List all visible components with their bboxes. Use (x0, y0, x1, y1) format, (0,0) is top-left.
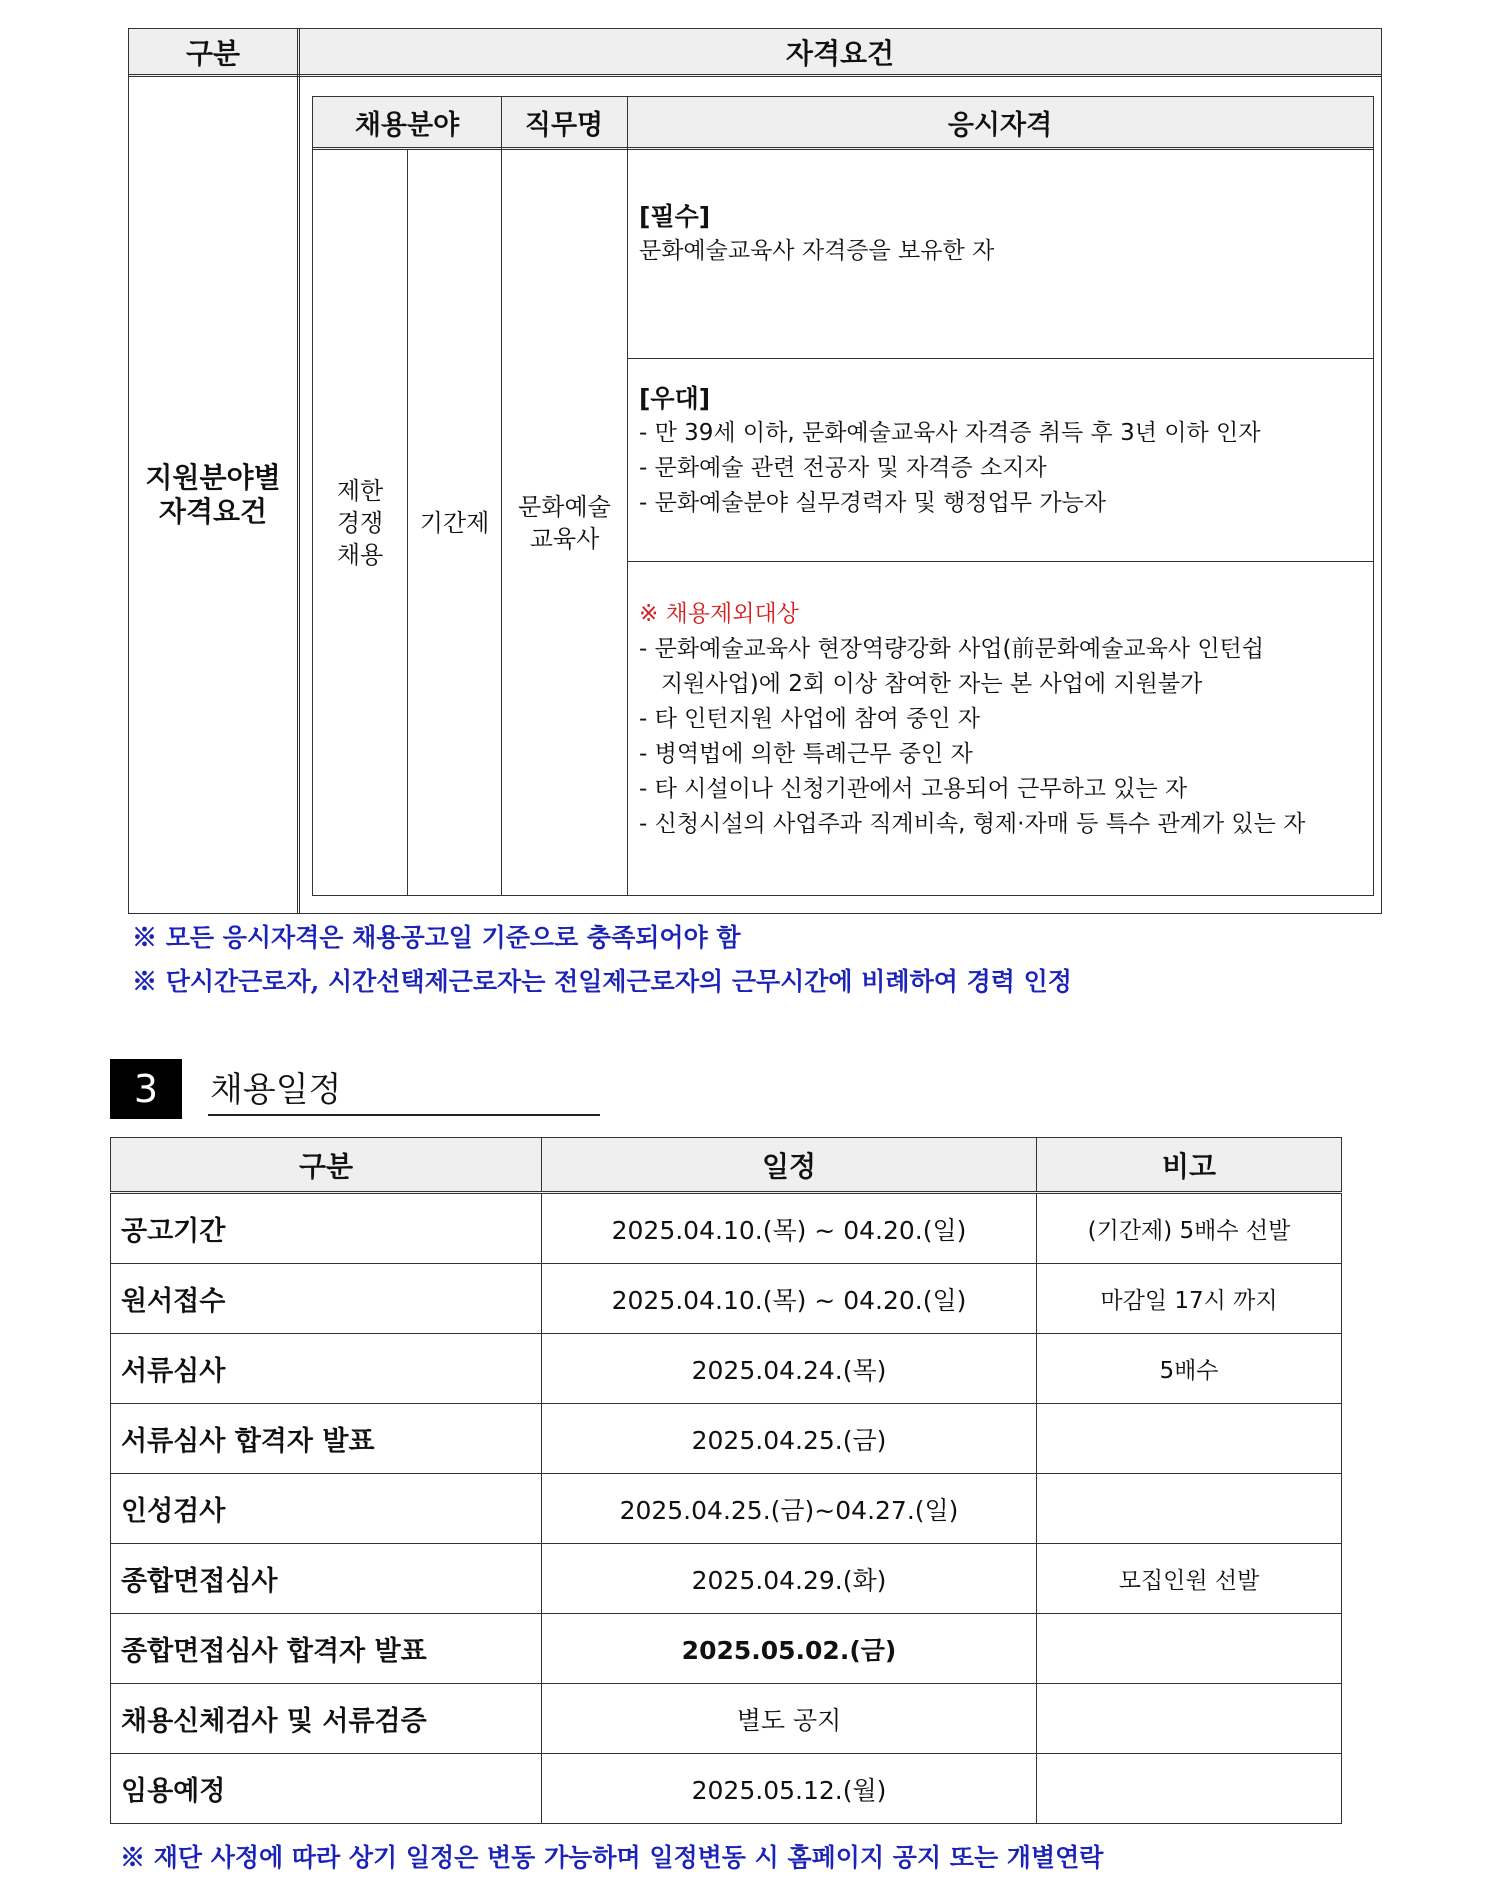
excluded-title: ※ 채용제외대상 (639, 601, 799, 627)
preferred-line: - 문화예술 관련 전공자 및 자격증 소지자 (639, 455, 1047, 481)
required-title: [필수] (639, 202, 711, 231)
schedule-stage: 원서접수 (111, 1264, 542, 1334)
header-date: 일정 (542, 1138, 1037, 1193)
schedule-date: 2025.05.02.(금) (542, 1614, 1037, 1684)
schedule-stage: 종합면접심사 합격자 발표 (111, 1614, 542, 1684)
schedule-note (1037, 1614, 1342, 1684)
column-divider (627, 97, 628, 895)
job-name: 문화예술 교육사 (518, 492, 611, 553)
preferred-line: - 문화예술분야 실무경력자 및 행정업무 가능자 (639, 490, 1106, 516)
schedule-stage: 공고기간 (111, 1193, 542, 1264)
section-number-badge: 3 (110, 1059, 182, 1119)
schedule-row (111, 1544, 1342, 1614)
schedule-stage: 서류심사 합격자 발표 (111, 1404, 542, 1474)
header-note: 비고 (1037, 1138, 1342, 1193)
excluded-line: 지원사업)에 2회 이상 참여한 자는 본 사업에 지원불가 (639, 671, 1203, 697)
header-field: 채용분야 (354, 109, 460, 141)
schedule-stage: 임용예정 (111, 1754, 542, 1824)
required-line: 문화예술교육사 자격증을 보유한 자 (639, 238, 995, 264)
schedule-note: 마감일 17시 까지 (1037, 1264, 1342, 1334)
excluded-block (639, 597, 1369, 842)
schedule-table (110, 1137, 1342, 1824)
row-label-qualifications: 지원분야별 자격요건 (145, 461, 281, 528)
schedule-date: 2025.04.29.(화) (542, 1544, 1037, 1614)
note-part-time-experience: ※ 단시간근로자, 시간선택제근로자는 전일제근로자의 근무시간에 비례하여 경력 인정 (132, 967, 1072, 996)
schedule-note (1037, 1754, 1342, 1824)
excluded-line: - 병역법에 의한 특례근무 중인 자 (639, 741, 973, 767)
excluded-line: - 신청시설의 사업주과 직계비속, 형제·자매 등 특수 관계가 있는 자 (639, 811, 1306, 837)
schedule-date: 2025.04.10.(목) ~ 04.20.(일) (542, 1193, 1037, 1264)
schedule-date: 2025.04.25.(금)~04.27.(일) (542, 1474, 1037, 1544)
excluded-line: - 문화예술교육사 현장역량강화 사업(前문화예술교육사 인턴쉽 (639, 636, 1264, 662)
schedule-row (111, 1614, 1342, 1684)
schedule-note: 모집인원 선발 (1037, 1544, 1342, 1614)
qualification-header-row (129, 29, 1381, 77)
schedule-date: 2025.04.24.(목) (542, 1334, 1037, 1404)
preferred-title: [우대] (639, 384, 711, 413)
schedule-row (111, 1334, 1342, 1404)
preferred-block (639, 381, 1369, 521)
schedule-header-row (111, 1138, 1342, 1193)
schedule-stage: 채용신체검사 및 서류검증 (111, 1684, 542, 1754)
schedule-row (111, 1754, 1342, 1824)
schedule-row (111, 1404, 1342, 1474)
eligibility-table (312, 96, 1374, 896)
field-type: 제한 경쟁 채용 (336, 476, 384, 569)
schedule-stage: 인성검사 (111, 1474, 542, 1544)
schedule-note (1037, 1684, 1342, 1754)
schedule-footnote: ※ 재단 사정에 따라 상기 일정은 변동 가능하며 일정변동 시 홈페이지 공지 또는 개별연락 (120, 1843, 1104, 1872)
preferred-line: - 만 39세 이하, 문화예술교육사 자격증 취득 후 3년 이하 인자 (639, 420, 1261, 446)
schedule-note (1037, 1404, 1342, 1474)
header-category: 구분 (185, 36, 241, 70)
excluded-line: - 타 인턴지원 사업에 참여 중인 자 (639, 706, 980, 732)
schedule-note: (기간제) 5배수 선발 (1037, 1193, 1342, 1264)
schedule-date: 별도 공지 (542, 1684, 1037, 1754)
field-term: 기간제 (419, 508, 490, 537)
schedule-stage: 서류심사 (111, 1334, 542, 1404)
eligibility-header-row (313, 97, 1373, 150)
required-block (639, 199, 1369, 269)
excluded-line: - 타 시설이나 신청기관에서 고용되어 근무하고 있는 자 (639, 776, 1188, 802)
schedule-row (111, 1264, 1342, 1334)
section-title-underline (208, 1114, 600, 1116)
schedule-stage: 종합면접심사 (111, 1544, 542, 1614)
schedule-row (111, 1684, 1342, 1754)
schedule-date: 2025.05.12.(월) (542, 1754, 1037, 1824)
row-divider (627, 561, 1373, 562)
schedule-date: 2025.04.25.(금) (542, 1404, 1037, 1474)
schedule-note (1037, 1474, 1342, 1544)
row-divider (627, 358, 1373, 359)
schedule-row (111, 1193, 1342, 1264)
schedule-row (111, 1474, 1342, 1544)
section-title: 채용일정 (210, 1070, 342, 1110)
header-eligibility: 응시자격 (947, 109, 1053, 141)
schedule-date: 2025.04.10.(목) ~ 04.20.(일) (542, 1264, 1037, 1334)
header-job: 직무명 (524, 109, 604, 141)
note-eligibility-date: ※ 모든 응시자격은 채용공고일 기준으로 충족되어야 함 (132, 923, 741, 952)
schedule-note: 5배수 (1037, 1334, 1342, 1404)
header-requirements: 자격요건 (785, 36, 895, 70)
column-divider (297, 29, 300, 913)
header-stage: 구분 (111, 1138, 542, 1193)
